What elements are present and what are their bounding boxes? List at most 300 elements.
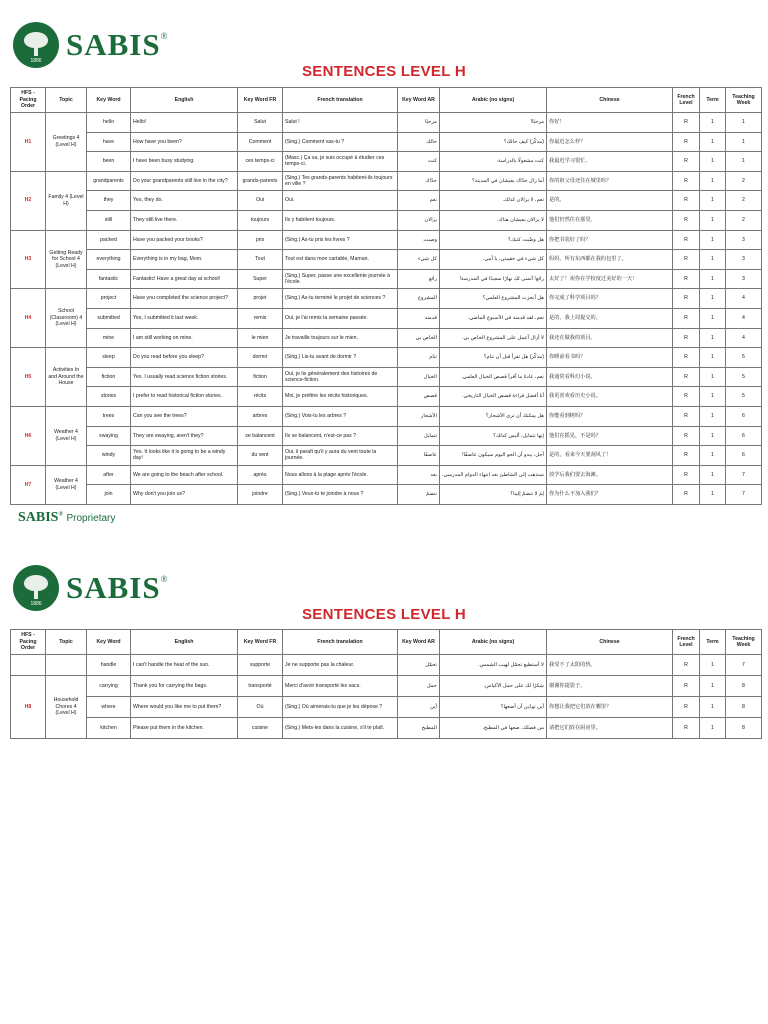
- english-cell: Where would you like me to put them?: [131, 697, 238, 718]
- key-word-ar-cell: الخيال: [398, 367, 440, 387]
- english-cell: Have you completed the science project?: [131, 289, 238, 309]
- key-word-fr-cell: Oui: [238, 191, 283, 211]
- teaching-week-cell: 7: [726, 465, 762, 485]
- key-word-ar-cell: بعد: [398, 465, 440, 485]
- arabic-cell: لا يزالان يعيشان هناك.: [440, 210, 547, 230]
- key-word-ar-cell: حمل: [398, 676, 440, 697]
- chinese-cell: 他们仍然住在那里。: [547, 210, 673, 230]
- english-cell: Please put them in the kitchen.: [131, 718, 238, 739]
- table-row: [11, 446, 762, 466]
- column-header: Term: [700, 88, 726, 113]
- key-word-cell: sleep: [87, 348, 131, 368]
- chinese-cell: 妈妈，所有东西都在我的包里了。: [547, 250, 673, 270]
- chinese-cell: 谢谢你提袋子。: [547, 676, 673, 697]
- term-cell: 1: [700, 406, 726, 426]
- key-word-cell: still: [87, 210, 131, 230]
- page-title-2: SENTENCES LEVEL H: [301, 606, 467, 623]
- key-word-fr-cell: ces temps-ci: [238, 152, 283, 172]
- english-cell: I have been busy studying.: [131, 152, 238, 172]
- chinese-cell: 你能看到树吗？: [547, 406, 673, 426]
- french-translation-cell: (Sing.) Veux-tu te joindre à nous ?: [283, 485, 398, 505]
- teaching-week-cell: 6: [726, 406, 762, 426]
- french-level-cell: R: [673, 446, 700, 466]
- key-word-fr-cell: toujours: [238, 210, 283, 230]
- teaching-week-cell: 8: [726, 676, 762, 697]
- french-translation-cell: (Sing.) Comment vas-tu ?: [283, 132, 398, 152]
- key-word-fr-cell: projet: [238, 289, 283, 309]
- arabic-cell: كل شيء في حقيبتي، يا أمي.: [440, 250, 547, 270]
- arabic-cell: (مذكّر) كيف حالك؟: [440, 132, 547, 152]
- term-cell: 1: [700, 367, 726, 387]
- key-word-cell: stories: [87, 387, 131, 407]
- french-translation-cell: Salut !: [283, 113, 398, 133]
- french-level-cell: R: [673, 250, 700, 270]
- english-cell: Do your grandparents still live in the city?: [131, 171, 238, 191]
- teaching-week-cell: 5: [726, 367, 762, 387]
- chinese-cell: 是的，看来今天要刮风了！: [547, 446, 673, 466]
- key-word-fr-cell: Comment: [238, 132, 283, 152]
- english-cell: Can you see the trees?: [131, 406, 238, 426]
- term-cell: 1: [700, 485, 726, 505]
- french-level-cell: R: [673, 367, 700, 387]
- table-header-row: [11, 630, 762, 655]
- key-word-ar-cell: نعم: [398, 191, 440, 211]
- teaching-week-cell: 3: [726, 250, 762, 270]
- key-word-ar-cell: عاصفًا: [398, 446, 440, 466]
- term-cell: 1: [700, 718, 726, 739]
- key-word-cell: trees: [87, 406, 131, 426]
- sentences-table-2: [10, 629, 762, 739]
- french-level-cell: R: [673, 132, 700, 152]
- column-header: Key Word: [87, 630, 131, 655]
- arabic-cell: رائع! أتمنى لك نهارًا سعيدًا في المدرسة!: [440, 269, 547, 289]
- english-cell: Everything is in my bag, Mom.: [131, 250, 238, 270]
- column-header: French translation: [283, 630, 398, 655]
- english-cell: How have you been?: [131, 132, 238, 152]
- key-word-ar-cell: تنضمّ: [398, 485, 440, 505]
- key-word-cell: have: [87, 132, 131, 152]
- footer-proprietary: SABIS® Proprietary: [18, 510, 116, 525]
- table-row: [11, 485, 762, 505]
- pacing-order-cell: H4: [11, 289, 46, 348]
- french-translation-cell: Tout est dans mon cartable, Maman.: [283, 250, 398, 270]
- teaching-week-cell: 7: [726, 655, 762, 676]
- arabic-cell: أين تودّين أن أضعها؟: [440, 697, 547, 718]
- chinese-cell: 你完成了科学项目吗？: [547, 289, 673, 309]
- column-header: Arabic (no signs): [440, 630, 547, 655]
- french-level-cell: R: [673, 328, 700, 348]
- key-word-cell: kitchen: [87, 718, 131, 739]
- column-header: Topic: [46, 630, 87, 655]
- topic-cell: Weather 4 (Level H): [46, 465, 87, 504]
- topic-cell: Getting Ready for School 4 (Level H): [46, 230, 87, 289]
- arabic-cell: شكرًا لك على حمل الأكياس.: [440, 676, 547, 697]
- french-translation-cell: Moi, je préfère les récits historiques.: [283, 387, 398, 407]
- arabic-cell: مرحبًا!: [440, 113, 547, 133]
- column-header: Key Word FR: [238, 88, 283, 113]
- teaching-week-cell: 8: [726, 697, 762, 718]
- chinese-cell: 他们在摇晃，不是吗？: [547, 426, 673, 446]
- term-cell: 1: [700, 250, 726, 270]
- teaching-week-cell: 2: [726, 171, 762, 191]
- table-row: [11, 113, 762, 133]
- key-word-fr-cell: Super: [238, 269, 283, 289]
- table-row: [11, 328, 762, 348]
- table-row: [11, 230, 762, 250]
- tree-seal-icon: 1886: [13, 22, 59, 68]
- arabic-cell: أجل، يبدو أن الجو اليوم سيكون عاصفًا!: [440, 446, 547, 466]
- key-word-cell: handle: [87, 655, 131, 676]
- key-word-cell: swaying: [87, 426, 131, 446]
- english-cell: Do you read before you sleep?: [131, 348, 238, 368]
- key-word-ar-cell: تحمّل: [398, 655, 440, 676]
- key-word-fr-cell: Salut: [238, 113, 283, 133]
- table-row: [11, 250, 762, 270]
- column-header: French Level: [673, 630, 700, 655]
- term-cell: 1: [700, 348, 726, 368]
- arabic-cell: سنذهب إلى الشاطئ بعد انتهاء الدوام المدرسي.: [440, 465, 547, 485]
- key-word-ar-cell: قدمته: [398, 308, 440, 328]
- key-word-ar-cell: رائع: [398, 269, 440, 289]
- table-row: [11, 210, 762, 230]
- table-row: [11, 655, 762, 676]
- key-word-cell: everything: [87, 250, 131, 270]
- english-cell: Yes. I usually read science fiction stories.: [131, 367, 238, 387]
- key-word-ar-cell: الخاص بي: [398, 328, 440, 348]
- french-level-cell: R: [673, 230, 700, 250]
- key-word-ar-cell: كنت: [398, 152, 440, 172]
- table-row: [11, 152, 762, 172]
- column-header: English: [131, 88, 238, 113]
- chinese-cell: 是的。: [547, 191, 673, 211]
- pacing-order-cell: H3: [11, 230, 46, 289]
- pacing-order-cell: H1: [11, 113, 46, 172]
- key-word-ar-cell: قصص: [398, 387, 440, 407]
- french-level-cell: R: [673, 289, 700, 309]
- french-translation-cell: Oui, je l'ai remis la semaine passée.: [283, 308, 398, 328]
- pacing-order-cell: H6: [11, 406, 46, 465]
- key-word-ar-cell: تنام: [398, 348, 440, 368]
- column-header: French translation: [283, 88, 398, 113]
- key-word-fr-cell: remis: [238, 308, 283, 328]
- key-word-cell: fiction: [87, 367, 131, 387]
- pacing-order-cell: H8: [11, 676, 46, 739]
- key-word-ar-cell: المشروع: [398, 289, 440, 309]
- key-word-cell: join: [87, 485, 131, 505]
- table-row: [11, 387, 762, 407]
- term-cell: 1: [700, 426, 726, 446]
- french-level-cell: R: [673, 718, 700, 739]
- key-word-fr-cell: cuisine: [238, 718, 283, 739]
- pacing-order-cell: H5: [11, 348, 46, 407]
- key-word-fr-cell: se balancent: [238, 426, 283, 446]
- teaching-week-cell: 1: [726, 132, 762, 152]
- topic-cell: Household Chores 4 (Level H): [46, 676, 87, 739]
- french-translation-cell: (Sing.) Super, passe une excellente journée à l'école.: [283, 269, 398, 289]
- chinese-cell: 太好了！祝你在学校度过美好的一天！: [547, 269, 673, 289]
- table-row: [11, 406, 762, 426]
- english-cell: I prefer to read historical fiction stories.: [131, 387, 238, 407]
- teaching-week-cell: 4: [726, 289, 762, 309]
- term-cell: 1: [700, 697, 726, 718]
- arabic-cell: لا أزال أعمل على المشروع الخاص بي.: [440, 328, 547, 348]
- column-header: English: [131, 630, 238, 655]
- arabic-cell: كنت مشغولًا بالدراسة.: [440, 152, 547, 172]
- french-translation-cell: (Masc.) Ça va, je suis occupé à étudier ces temps-ci.: [283, 152, 398, 172]
- french-level-cell: R: [673, 308, 700, 328]
- key-word-fr-cell: transporté: [238, 676, 283, 697]
- arabic-cell: إنها تتمايل، أليس كذلك؟: [440, 426, 547, 446]
- french-translation-cell: (Sing.) Tes grands-parents habitent-ils toujours en ville ?: [283, 171, 398, 191]
- chinese-cell: 你最近怎么样？: [547, 132, 673, 152]
- table-row: [11, 191, 762, 211]
- chinese-cell: 请把它们放在厨房里。: [547, 718, 673, 739]
- key-word-fr-cell: dormir: [238, 348, 283, 368]
- teaching-week-cell: 2: [726, 191, 762, 211]
- arabic-cell: نعم، عادةً ما أقرأ قصص الخيال العلمي.: [440, 367, 547, 387]
- teaching-week-cell: 1: [726, 152, 762, 172]
- sentences-table-1: [10, 87, 762, 505]
- key-word-cell: carrying: [87, 676, 131, 697]
- chinese-cell: 我最近学习很忙。: [547, 152, 673, 172]
- key-word-fr-cell: joindre: [238, 485, 283, 505]
- key-word-cell: mine: [87, 328, 131, 348]
- key-word-cell: been: [87, 152, 131, 172]
- chinese-cell: 你把书装好了吗？: [547, 230, 673, 250]
- french-translation-cell: (Sing.) Lis-tu avant de dormir ?: [283, 348, 398, 368]
- french-level-cell: R: [673, 210, 700, 230]
- term-cell: 1: [700, 308, 726, 328]
- key-word-cell: they: [87, 191, 131, 211]
- english-cell: Why don't you join us?: [131, 485, 238, 505]
- french-translation-cell: Oui, il paraît qu'il y aura du vent toute la journée.: [283, 446, 398, 466]
- key-word-ar-cell: تتمايل: [398, 426, 440, 446]
- key-word-ar-cell: يزالان: [398, 210, 440, 230]
- table-row: [11, 308, 762, 328]
- chinese-cell: 你为什么不加入我们？: [547, 485, 673, 505]
- arabic-cell: أنا أفضل قراءة قصص الخيال التاريخي.: [440, 387, 547, 407]
- table-row: [11, 697, 762, 718]
- key-word-ar-cell: كل شيء: [398, 250, 440, 270]
- chinese-cell: 我更喜欢看历史小说。: [547, 387, 673, 407]
- arabic-cell: من فضلك، ضعها في المطبخ.: [440, 718, 547, 739]
- column-header: Chinese: [547, 630, 673, 655]
- brand-name: SABIS®: [66, 27, 169, 62]
- teaching-week-cell: 3: [726, 269, 762, 289]
- french-translation-cell: Je travaille toujours sur le mien.: [283, 328, 398, 348]
- key-word-fr-cell: Où: [238, 697, 283, 718]
- tree-seal-icon: 1886: [13, 565, 59, 611]
- french-translation-cell: (Sing.) As-tu pris tes livres ?: [283, 230, 398, 250]
- table-row: [11, 465, 762, 485]
- french-level-cell: R: [673, 191, 700, 211]
- column-header: Key Word AR: [398, 88, 440, 113]
- term-cell: 1: [700, 387, 726, 407]
- table-row: [11, 171, 762, 191]
- column-header: Arabic (no signs): [440, 88, 547, 113]
- arabic-cell: نعم، لقد قدمته في الأسبوع الماضي.: [440, 308, 547, 328]
- key-word-fr-cell: Tout: [238, 250, 283, 270]
- french-level-cell: R: [673, 152, 700, 172]
- teaching-week-cell: 5: [726, 387, 762, 407]
- pacing-order-cell: H2: [11, 171, 46, 230]
- column-header: HFS - Pacing Order: [11, 88, 46, 113]
- key-word-ar-cell: أين: [398, 697, 440, 718]
- table-row: [11, 289, 762, 309]
- key-word-fr-cell: du vent: [238, 446, 283, 466]
- english-cell: We are going to the beach after school.: [131, 465, 238, 485]
- english-cell: Fantastic! Have a great day at school!: [131, 269, 238, 289]
- teaching-week-cell: 6: [726, 426, 762, 446]
- term-cell: 1: [700, 171, 726, 191]
- teaching-week-cell: 6: [726, 446, 762, 466]
- chinese-cell: 你的祖父母还住在城里吗？: [547, 171, 673, 191]
- key-word-fr-cell: grands-parents: [238, 171, 283, 191]
- arabic-cell: هل وضّبت كتبك؟: [440, 230, 547, 250]
- column-header: Term: [700, 630, 726, 655]
- french-level-cell: R: [673, 426, 700, 446]
- english-cell: Yes, they do.: [131, 191, 238, 211]
- english-cell: I can't handle the heat of the sun.: [131, 655, 238, 676]
- chinese-cell: 你睡前看书吗？: [547, 348, 673, 368]
- topic-cell: School (Classroom) 4 (Level H): [46, 289, 87, 348]
- key-word-fr-cell: après: [238, 465, 283, 485]
- french-translation-cell: Ils se balancent, n'est-ce pas ?: [283, 426, 398, 446]
- arabic-cell: لا أستطيع تحمّل لهيب الشمس.: [440, 655, 547, 676]
- chinese-cell: 我还在做我的项目。: [547, 328, 673, 348]
- term-cell: 1: [700, 289, 726, 309]
- page-title: SENTENCES LEVEL H: [301, 63, 467, 80]
- french-translation-cell: Nous allons à la plage après l'école.: [283, 465, 398, 485]
- term-cell: 1: [700, 446, 726, 466]
- key-word-cell: packed: [87, 230, 131, 250]
- french-translation-cell: (Sing.) Où aimerais-tu que je les dépose ?: [283, 697, 398, 718]
- topic-cell: Family 4 (Level H): [46, 171, 87, 230]
- french-translation-cell: Oui, je lis généralement des histoires de science-fiction.: [283, 367, 398, 387]
- table-row: [11, 676, 762, 697]
- brand-name: SABIS®: [66, 570, 169, 605]
- key-word-cell: grandparents: [87, 171, 131, 191]
- pacing-order-cell: H7: [11, 465, 46, 504]
- term-cell: 1: [700, 113, 726, 133]
- french-level-cell: R: [673, 697, 700, 718]
- french-level-cell: R: [673, 406, 700, 426]
- french-level-cell: R: [673, 465, 700, 485]
- sabis-logo-2: [13, 565, 168, 611]
- topic-cell: Activities In and Around the House: [46, 348, 87, 407]
- term-cell: 1: [700, 191, 726, 211]
- term-cell: 1: [700, 230, 726, 250]
- column-header: Teaching Week: [726, 630, 762, 655]
- french-translation-cell: (Sing.) As-tu terminé le projet de sciences ?: [283, 289, 398, 309]
- key-word-ar-cell: المطبخ: [398, 718, 440, 739]
- teaching-week-cell: 4: [726, 308, 762, 328]
- key-word-ar-cell: وضبت: [398, 230, 440, 250]
- english-cell: Yes, I submitted it last week.: [131, 308, 238, 328]
- french-translation-cell: (Sing.) Vois-tu les arbres ?: [283, 406, 398, 426]
- table-row: [11, 718, 762, 739]
- french-level-cell: R: [673, 676, 700, 697]
- table-row: [11, 367, 762, 387]
- key-word-cell: submitted: [87, 308, 131, 328]
- teaching-week-cell: 5: [726, 348, 762, 368]
- topic-cell: [46, 655, 87, 676]
- arabic-cell: أما زال جدّاك يعيشان في المدينة؟: [440, 171, 547, 191]
- chinese-cell: 你想让我把它们放在哪里？: [547, 697, 673, 718]
- column-header: French Level: [673, 88, 700, 113]
- key-word-cell: project: [87, 289, 131, 309]
- french-level-cell: R: [673, 113, 700, 133]
- english-cell: Hello!: [131, 113, 238, 133]
- column-header: Key Word AR: [398, 630, 440, 655]
- column-header: Key Word FR: [238, 630, 283, 655]
- chinese-cell: 我通常看科幻小说。: [547, 367, 673, 387]
- teaching-week-cell: 8: [726, 718, 762, 739]
- key-word-cell: where: [87, 697, 131, 718]
- term-cell: 1: [700, 328, 726, 348]
- arabic-cell: لِمَ لا تنضمّ إلينا؟: [440, 485, 547, 505]
- key-word-fr-cell: arbres: [238, 406, 283, 426]
- key-word-cell: windy: [87, 446, 131, 466]
- arabic-cell: هل يمكنك أن ترى الأشجار؟: [440, 406, 547, 426]
- english-cell: Have you packed your books?: [131, 230, 238, 250]
- chinese-cell: 是的，我上周提交的。: [547, 308, 673, 328]
- teaching-week-cell: 1: [726, 113, 762, 133]
- column-header: HFS - Pacing Order: [11, 630, 46, 655]
- arabic-cell: هل أنجزت المشروع العلمي؟: [440, 289, 547, 309]
- pacing-order-cell: [11, 655, 46, 676]
- topic-cell: Greetings 4 (Level H): [46, 113, 87, 172]
- teaching-week-cell: 2: [726, 210, 762, 230]
- term-cell: 1: [700, 132, 726, 152]
- french-level-cell: R: [673, 348, 700, 368]
- french-translation-cell: Oui.: [283, 191, 398, 211]
- french-level-cell: R: [673, 485, 700, 505]
- key-word-fr-cell: fiction: [238, 367, 283, 387]
- key-word-cell: after: [87, 465, 131, 485]
- table-header-row: [11, 88, 762, 113]
- english-cell: I am still working on mine.: [131, 328, 238, 348]
- french-translation-cell: Je ne supporte pas la chaleur.: [283, 655, 398, 676]
- sabis-logo: [13, 22, 168, 68]
- column-header: Teaching Week: [726, 88, 762, 113]
- teaching-week-cell: 3: [726, 230, 762, 250]
- key-word-ar-cell: جدّاك: [398, 171, 440, 191]
- arabic-cell: (مذكّر) هل تقرأ قبل أن تنام؟: [440, 348, 547, 368]
- table-row: [11, 132, 762, 152]
- key-word-fr-cell: le mien: [238, 328, 283, 348]
- french-level-cell: R: [673, 269, 700, 289]
- term-cell: 1: [700, 210, 726, 230]
- key-word-cell: fantastic: [87, 269, 131, 289]
- english-cell: Thank you for carrying the bags.: [131, 676, 238, 697]
- chinese-cell: 你好！: [547, 113, 673, 133]
- key-word-fr-cell: pris: [238, 230, 283, 250]
- english-cell: Yes. It looks like it is going to be a windy day!: [131, 446, 238, 466]
- arabic-cell: نعم، لا يزالان كذلك.: [440, 191, 547, 211]
- key-word-ar-cell: مرحبًا: [398, 113, 440, 133]
- column-header: Key Word: [87, 88, 131, 113]
- french-translation-cell: Ils y habitent toujours.: [283, 210, 398, 230]
- chinese-cell: 我受不了太阳的热。: [547, 655, 673, 676]
- key-word-fr-cell: supporte: [238, 655, 283, 676]
- key-word-ar-cell: الأشجار: [398, 406, 440, 426]
- french-level-cell: R: [673, 655, 700, 676]
- term-cell: 1: [700, 269, 726, 289]
- term-cell: 1: [700, 655, 726, 676]
- key-word-ar-cell: حالك: [398, 132, 440, 152]
- column-header: Chinese: [547, 88, 673, 113]
